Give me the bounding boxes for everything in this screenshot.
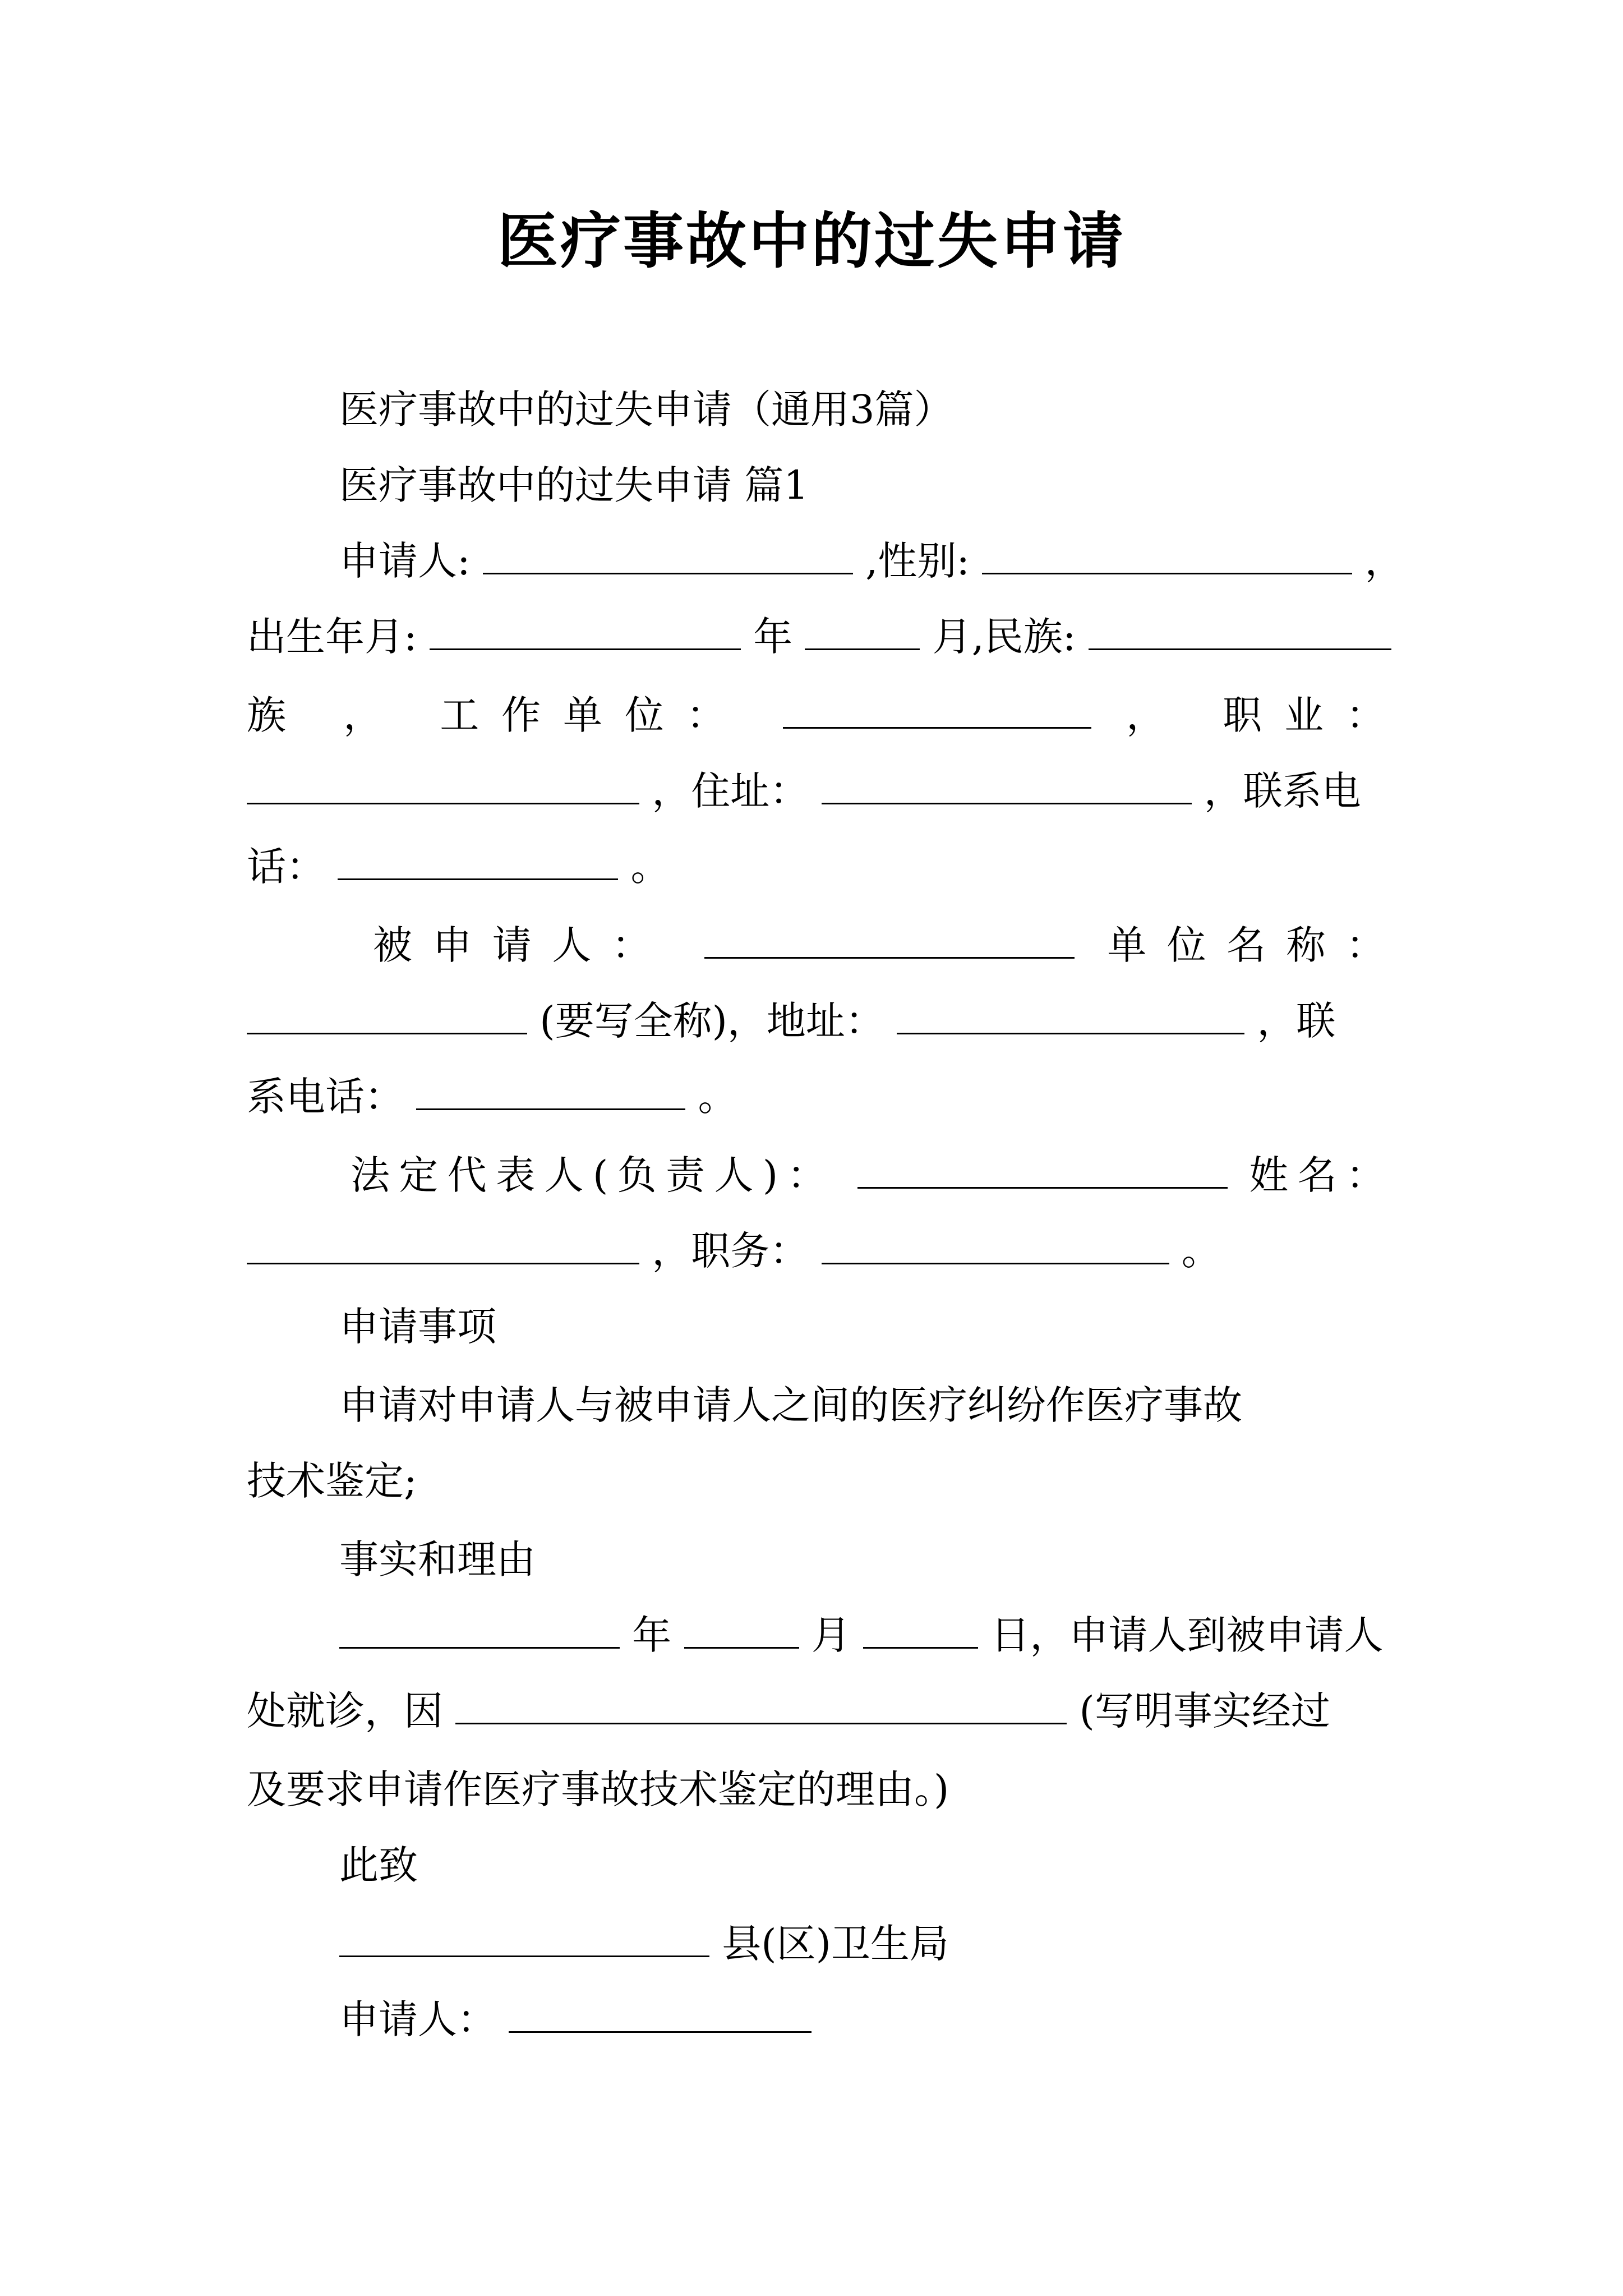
section-heading: 医疗事故中的过失申请 篇1 xyxy=(339,462,809,508)
request-text-2: 技术鉴定; xyxy=(247,1458,417,1504)
ethnicity-label: 月,民族: xyxy=(932,614,1076,660)
recipient-county-blank xyxy=(339,1921,709,1957)
respondent-address-blank xyxy=(897,998,1244,1034)
contact-label: ，联 xyxy=(1257,998,1336,1044)
phone-blank xyxy=(338,844,618,880)
applicant-name-blank xyxy=(483,538,853,574)
visit-label: 处就诊，因 xyxy=(247,1688,443,1734)
respondent-name-blank xyxy=(704,922,1075,959)
legal-rep-name-blank xyxy=(247,1228,639,1264)
unit-name-label: 单位名称： xyxy=(1107,922,1385,968)
job-blank xyxy=(247,768,639,804)
applicant-line-2 xyxy=(247,606,1385,668)
facts-line-2 xyxy=(247,1680,1385,1742)
signature-label: 申请人： xyxy=(339,1996,496,2042)
facts-month-blank xyxy=(684,1612,799,1649)
period: 。 xyxy=(1181,1228,1221,1274)
phone-label-end: 话： xyxy=(247,844,325,890)
legal-rep-line-2 xyxy=(247,1220,1385,1282)
ethnicity-blank xyxy=(1089,614,1391,650)
work-unit-blank xyxy=(783,692,1091,729)
facts-line-1 xyxy=(247,1604,1385,1666)
line-end-comma: ， xyxy=(1364,538,1404,584)
work-unit-label: 工作单位： xyxy=(440,692,748,738)
address-blank xyxy=(822,768,1192,804)
respondent-label: 被申请人： xyxy=(373,922,672,968)
fullname-address-label: (要写全称)，地址： xyxy=(540,998,884,1044)
birth-month-blank xyxy=(805,614,920,650)
comma: ， xyxy=(343,692,405,738)
job-label: 职业： xyxy=(1223,692,1386,738)
legal-rep-label: 法定代表人(负责人)： xyxy=(351,1152,836,1198)
respondent-line-2 xyxy=(247,990,1385,1052)
unit-name-blank xyxy=(247,998,527,1034)
day-label: 日，申请人到被申请人 xyxy=(990,1612,1384,1658)
gender-label: ,性别: xyxy=(865,538,970,584)
facts-day-blank xyxy=(863,1612,978,1649)
ethnic-suffix: 族 xyxy=(247,692,308,738)
request-text-1: 申请对申请人与被申请人之间的医疗纠纷作医疗事故 xyxy=(339,1382,1242,1428)
name-label: 姓名： xyxy=(1249,1152,1385,1198)
gender-blank xyxy=(982,538,1352,574)
address-label: ，住址： xyxy=(652,768,809,814)
applicant-line-4 xyxy=(247,760,1385,822)
recipient-line xyxy=(247,1913,1385,1975)
respondent-phone-label: 系电话： xyxy=(247,1074,404,1120)
birth-year-blank xyxy=(430,614,741,650)
year-label: 年 xyxy=(753,614,793,660)
year-label: 年 xyxy=(632,1612,672,1658)
birth-label: 出生年月: xyxy=(247,614,417,660)
legal-rep-blank xyxy=(857,1152,1228,1189)
request-heading: 申请事项 xyxy=(339,1304,496,1350)
signature-line xyxy=(247,1989,1385,2050)
note-label: (写明事实经过 xyxy=(1079,1688,1330,1734)
facts-line-3: 及要求申请作医疗事故技术鉴定的理由。) xyxy=(247,1766,949,1812)
applicant-label: 申请人: xyxy=(339,538,471,584)
facts-heading: 事实和理由 xyxy=(339,1536,536,1582)
respondent-phone-blank xyxy=(416,1074,685,1110)
page-title: 医疗事故中的过失申请 xyxy=(497,206,1126,277)
reason-blank xyxy=(455,1688,1067,1724)
document-subtitle: 医疗事故中的过失申请（通用3篇） xyxy=(339,386,953,432)
phone-label: ，联系电 xyxy=(1204,768,1361,814)
comma: ， xyxy=(1126,692,1188,738)
applicant-line-3 xyxy=(247,684,1385,746)
duty-blank xyxy=(822,1228,1169,1264)
facts-year-blank xyxy=(339,1612,620,1649)
applicant-line-5 xyxy=(247,836,1385,898)
recipient-suffix: 县(区)卫生局 xyxy=(722,1921,949,1967)
closing: 此致 xyxy=(339,1842,418,1888)
month-label: 月 xyxy=(811,1612,851,1658)
signature-blank xyxy=(509,1996,811,2033)
respondent-line-1 xyxy=(247,914,1385,976)
period: 。 xyxy=(698,1074,737,1120)
respondent-line-3 xyxy=(247,1066,1385,1128)
duty-label: ，职务： xyxy=(652,1228,809,1274)
applicant-line-1 xyxy=(247,530,1404,592)
legal-rep-line-1 xyxy=(247,1144,1385,1206)
period: 。 xyxy=(630,844,670,890)
